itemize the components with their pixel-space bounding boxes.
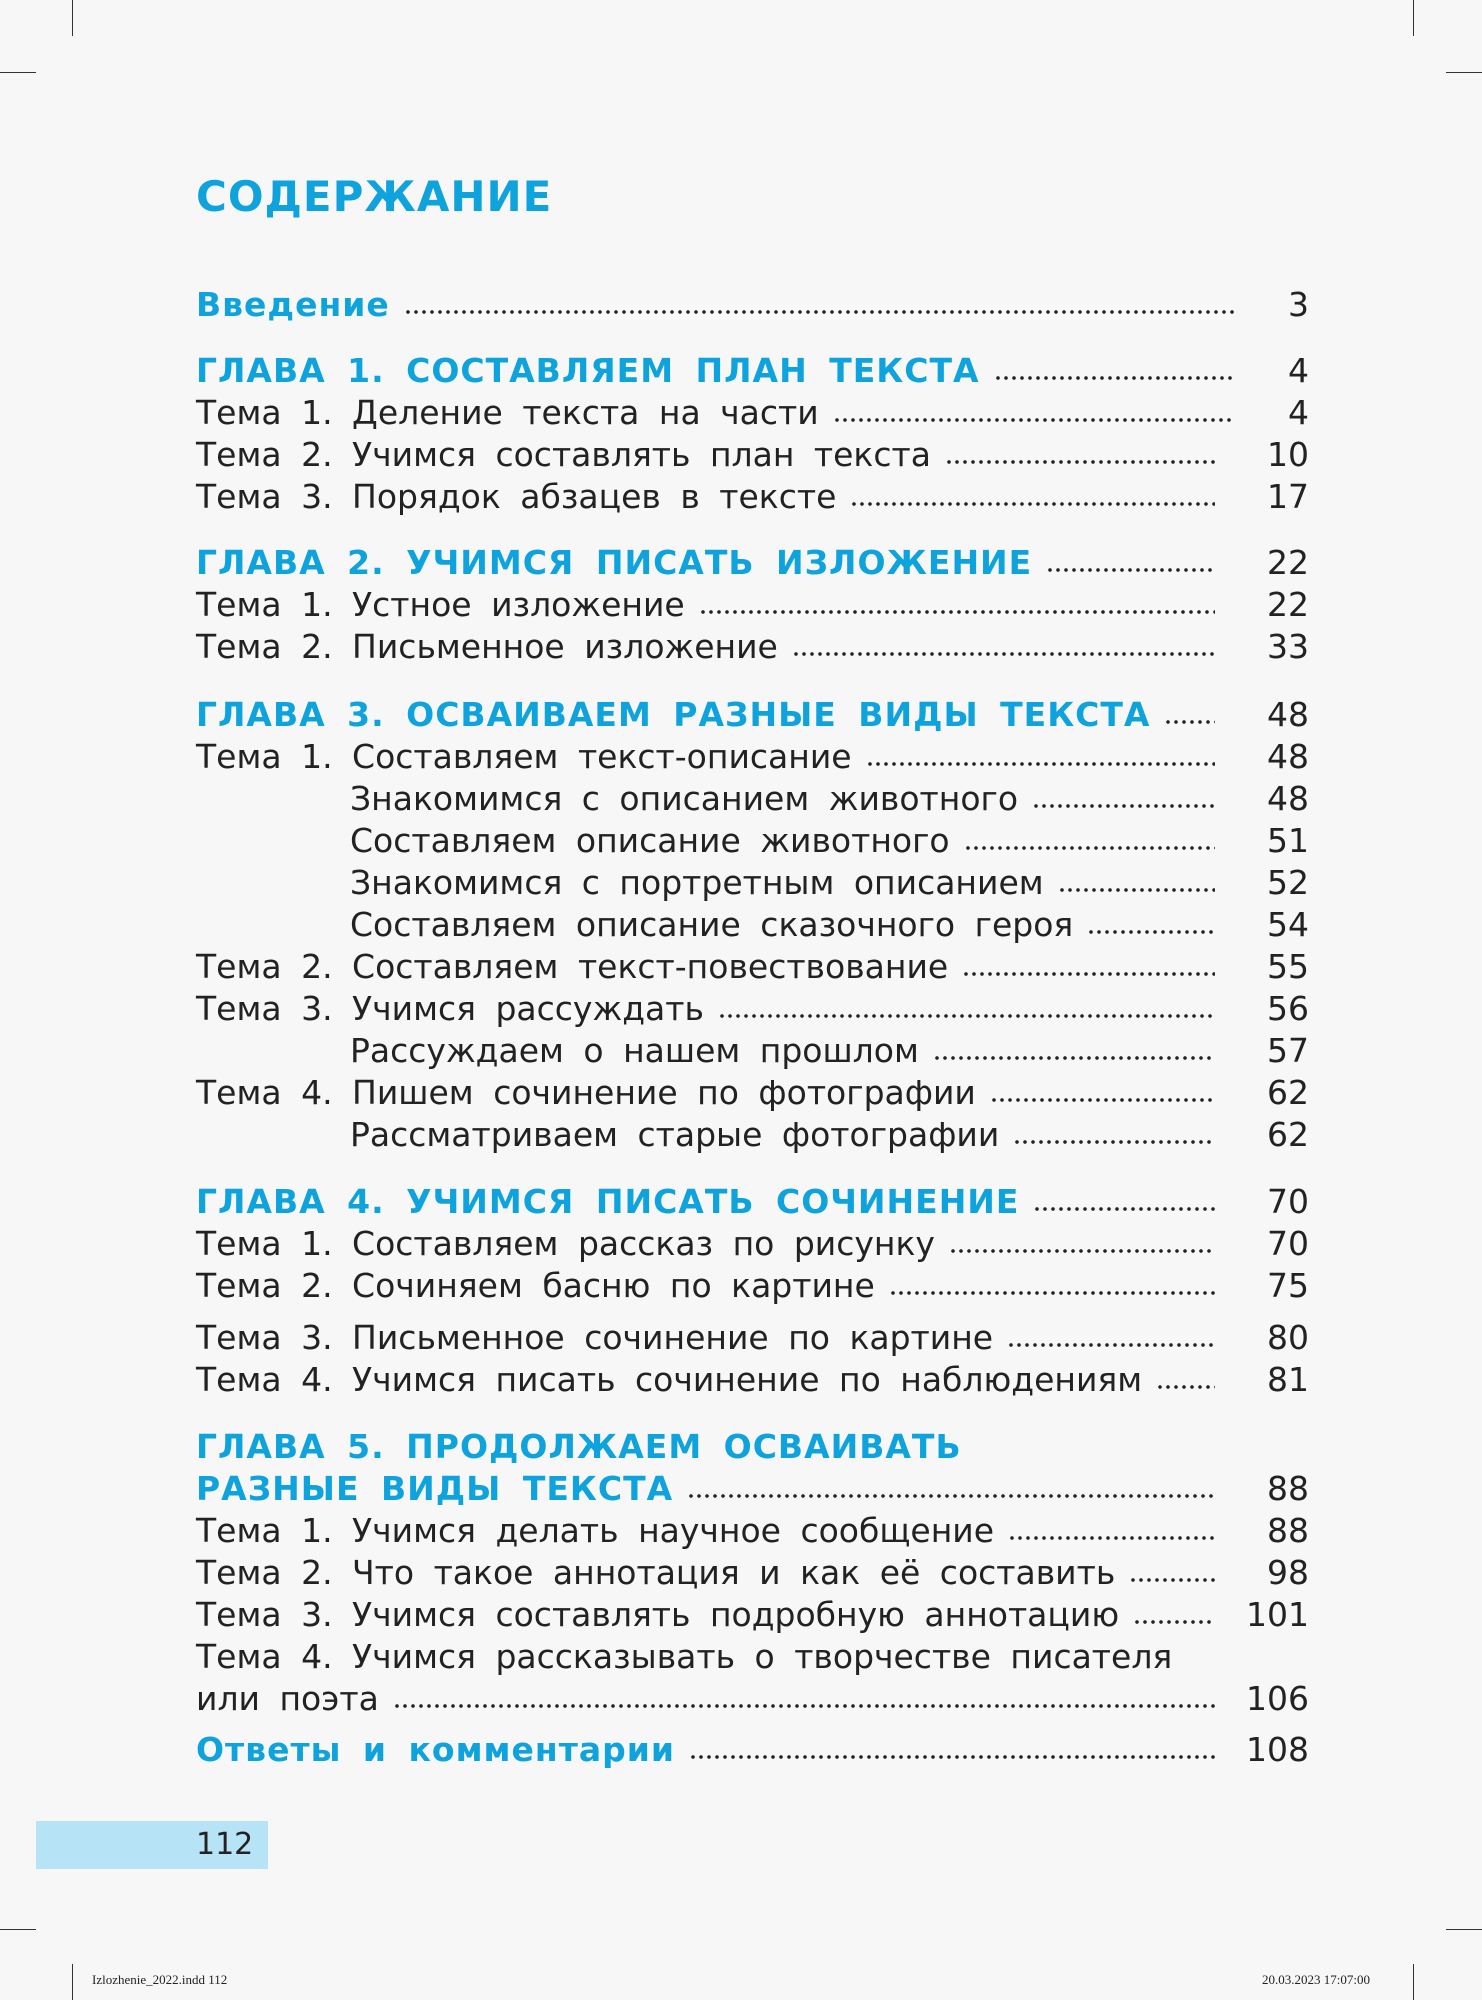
crop-mark [1413,0,1414,36]
print-slug-date: 20.03.2023 17:07:00 [1262,1972,1370,1987]
toc-entry[interactable]: Тема 2. Что такое аннотация и как её составить 98 [196,1553,1309,1592]
toc-entry[interactable]: Тема 3. Письменное сочинение по картине 80 [196,1318,1309,1357]
toc-entry-chapter-3[interactable]: ГЛАВА 3. ОСВАИВАЕМ РАЗНЫЕ ВИДЫ ТЕКСТА 48 [196,695,1309,734]
toc-entry[interactable]: Тема 2. Письменное изложение 33 [196,627,1309,666]
toc-entry[interactable]: Тема 2. Учимся составлять план текста 10 [196,435,1309,474]
toc-subentry[interactable]: Составляем описание животного 51 [350,821,1309,860]
toc-entry[interactable]: или поэта 106 [196,1679,1309,1718]
toc-entry[interactable]: Тема 1. Составляем текст-описание 48 [196,737,1309,776]
toc-entry[interactable]: Тема 3. Учимся рассуждать 56 [196,989,1309,1028]
crop-mark [1446,1929,1482,1930]
toc-entry-chapter-1[interactable]: ГЛАВА 1. СОСТАВЛЯЕМ ПЛАН ТЕКСТА 4 [196,351,1309,390]
toc-entry[interactable]: Тема 2. Сочиняем басню по картине 75 [196,1266,1309,1305]
toc-entry-chapter-5[interactable]: РАЗНЫЕ ВИДЫ ТЕКСТА 88 [196,1469,1309,1508]
toc-subentry[interactable]: Рассматриваем старые фотографии 62 [350,1115,1309,1154]
toc-entry[interactable]: Тема 3. Порядок абзацев в тексте 17 [196,477,1309,516]
toc-entry-line1[interactable]: Тема 4. Учимся рассказывать о творчестве писателя [196,1637,1173,1676]
toc-entry[interactable]: Тема 4. Пишем сочинение по фотографии 62 [196,1073,1309,1112]
toc-subentry[interactable]: Знакомимся с портретным описанием 52 [350,863,1309,902]
crop-mark [72,1964,73,2000]
toc-subentry[interactable]: Рассуждаем о нашем прошлом 57 [350,1031,1309,1070]
page-title: СОДЕРЖАНИЕ [196,172,553,221]
toc-subentry[interactable]: Составляем описание сказочного героя 54 [350,905,1309,944]
toc-entry-chapter-5-line1[interactable]: ГЛАВА 5. ПРОДОЛЖАЕМ ОСВАИВАТЬ [196,1427,962,1466]
crop-mark [1413,1964,1414,2000]
print-slug-file: Izlozhenie_2022.indd 112 [92,1972,228,1987]
toc-entry[interactable]: Тема 1. Учимся делать научное сообщение 88 [196,1511,1309,1550]
toc-entry[interactable]: Тема 3. Учимся составлять подробную аннотацию 101 [196,1595,1309,1634]
toc-entry-answers[interactable]: Ответы и комментарии 108 [196,1730,1309,1769]
table-of-contents [196,0,1309,1800]
toc-entry-chapter-2[interactable]: ГЛАВА 2. УЧИМСЯ ПИСАТЬ ИЗЛОЖЕНИЕ 22 [196,543,1309,582]
toc-subentry[interactable]: Знакомимся с описанием животного 48 [350,779,1309,818]
toc-entry-introduction[interactable]: Введение 3 [196,285,1309,324]
toc-entry[interactable]: Тема 1. Устное изложение 22 [196,585,1309,624]
crop-mark [1446,72,1482,73]
crop-mark [72,0,73,36]
toc-entry[interactable]: Тема 2. Составляем текст-повествование 55 [196,947,1309,986]
page-number: 112 [36,1821,268,1869]
crop-mark [0,1929,36,1930]
toc-entry-chapter-4[interactable]: ГЛАВА 4. УЧИМСЯ ПИСАТЬ СОЧИНЕНИЕ 70 [196,1182,1309,1221]
toc-entry[interactable]: Тема 1. Деление текста на части 4 [196,393,1309,432]
toc-entry[interactable]: Тема 1. Составляем рассказ по рисунку 70 [196,1224,1309,1263]
crop-mark [0,72,36,73]
toc-entry[interactable]: Тема 4. Учимся писать сочинение по наблюдениям 81 [196,1360,1309,1399]
